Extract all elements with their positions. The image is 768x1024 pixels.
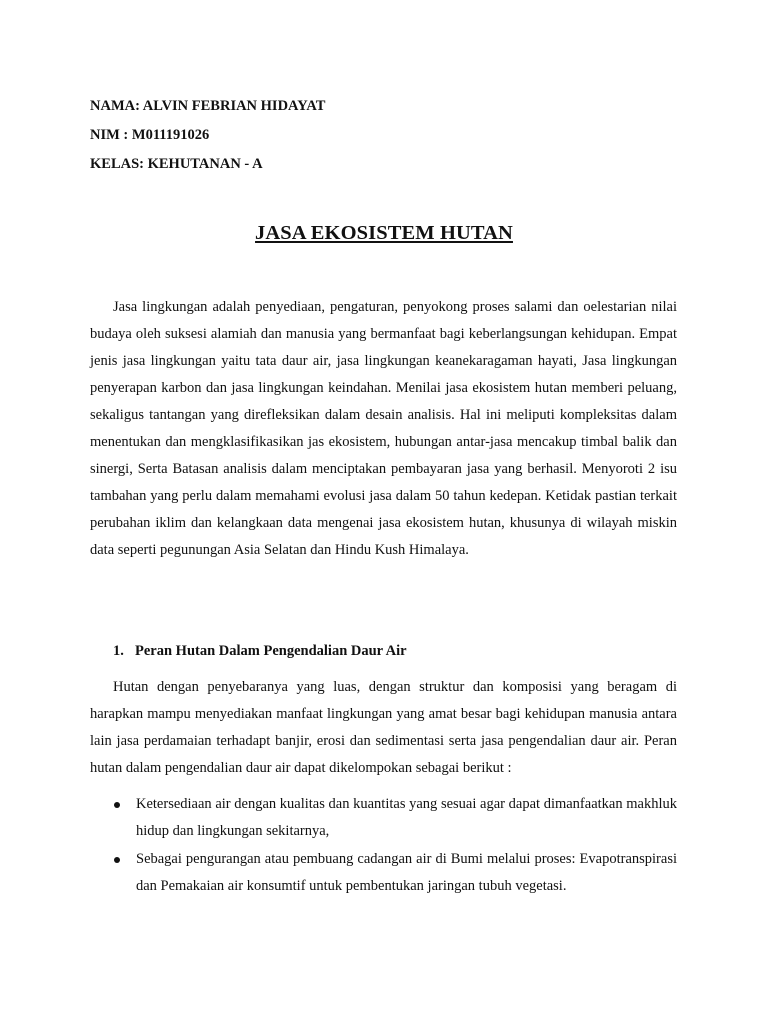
- intro-paragraph: Jasa lingkungan adalah penyediaan, pengaturan, penyokong proses salami dan oelestarian nilai budaya oleh suksesi alamiah dan manusia yang bermanfaat bagi keberlangsungan kehidupan. Empat jenis jasa lingkungan yaitu tata daur air, jasa lingkungan keanekaragaman hayati, Jasa lingkungan penyerapan karbon dan jasa lingkungan keindahan. Menilai jasa ekosistem hutan memberi peluang, sekaligus tantangan yang direfleksikan dalam desain analisis. Hal ini meliputi kompleksitas dalam menentukan dan mengklasifikasikan jas ekosistem, hubungan antar-jasa mencakup timbal balik dan sinergi, Serta Batasan analisis dalam menciptakan pembayaran jasa yang berhasil. Menyoroti 2 isu tambahan yang perlu dalam memahami evolusi jasa dalam 50 tahun kedepan. Ketidak pastian terkait perubahan iklim dan kelangkaan data mengenai jasa ekosistem hutan, khusunya di wilayah miskin data seperti pegunungan Asia Selatan dan Hindu Kush Himalaya.: [90, 299, 677, 558]
- list-item: [112, 846, 677, 900]
- bullet-list: [112, 791, 677, 901]
- list-item: [112, 791, 677, 845]
- section-number: 1.: [113, 643, 124, 659]
- bullet-icon: [114, 857, 120, 863]
- section-heading: [113, 638, 407, 665]
- section-title: Peran Hutan Dalam Pengendalian Daur Air: [135, 643, 407, 659]
- student-nim: NIM : M011191026: [90, 127, 210, 143]
- list-item-text: Ketersediaan air dengan kualitas dan kuantitas yang sesuai agar dapat dimanfaatkan makhluk hidup dan lingkungan sekitarnya,: [136, 796, 677, 839]
- list-item-text: Sebagai pengurangan atau pembuang cadangan air di Bumi melalui proses: Evapotranspirasi dan Pemakaian air konsumtif untuk pembentukan jaringan tubuh vegetasi.: [136, 851, 677, 894]
- bullet-icon: [114, 802, 120, 808]
- student-class: KELAS: KEHUTANAN - A: [90, 156, 263, 172]
- student-name: NAMA: ALVIN FEBRIAN HIDAYAT: [90, 98, 326, 114]
- section-paragraph: Hutan dengan penyebaranya yang luas, dengan struktur dan komposisi yang beragam di harapkan mampu menyediakan manfaat lingkungan yang amat besar bagi kehidupan manusia antara lain jasa perdamaian terhadapt banjir, erosi dan sedimentasi serta jasa pengendalian daur air. Peran hutan dalam pengendalian daur air dapat dikelompokan sebagai berikut :: [90, 679, 677, 776]
- student-info: [90, 92, 325, 179]
- document-title: JASA EKOSISTEM HUTAN: [255, 222, 513, 244]
